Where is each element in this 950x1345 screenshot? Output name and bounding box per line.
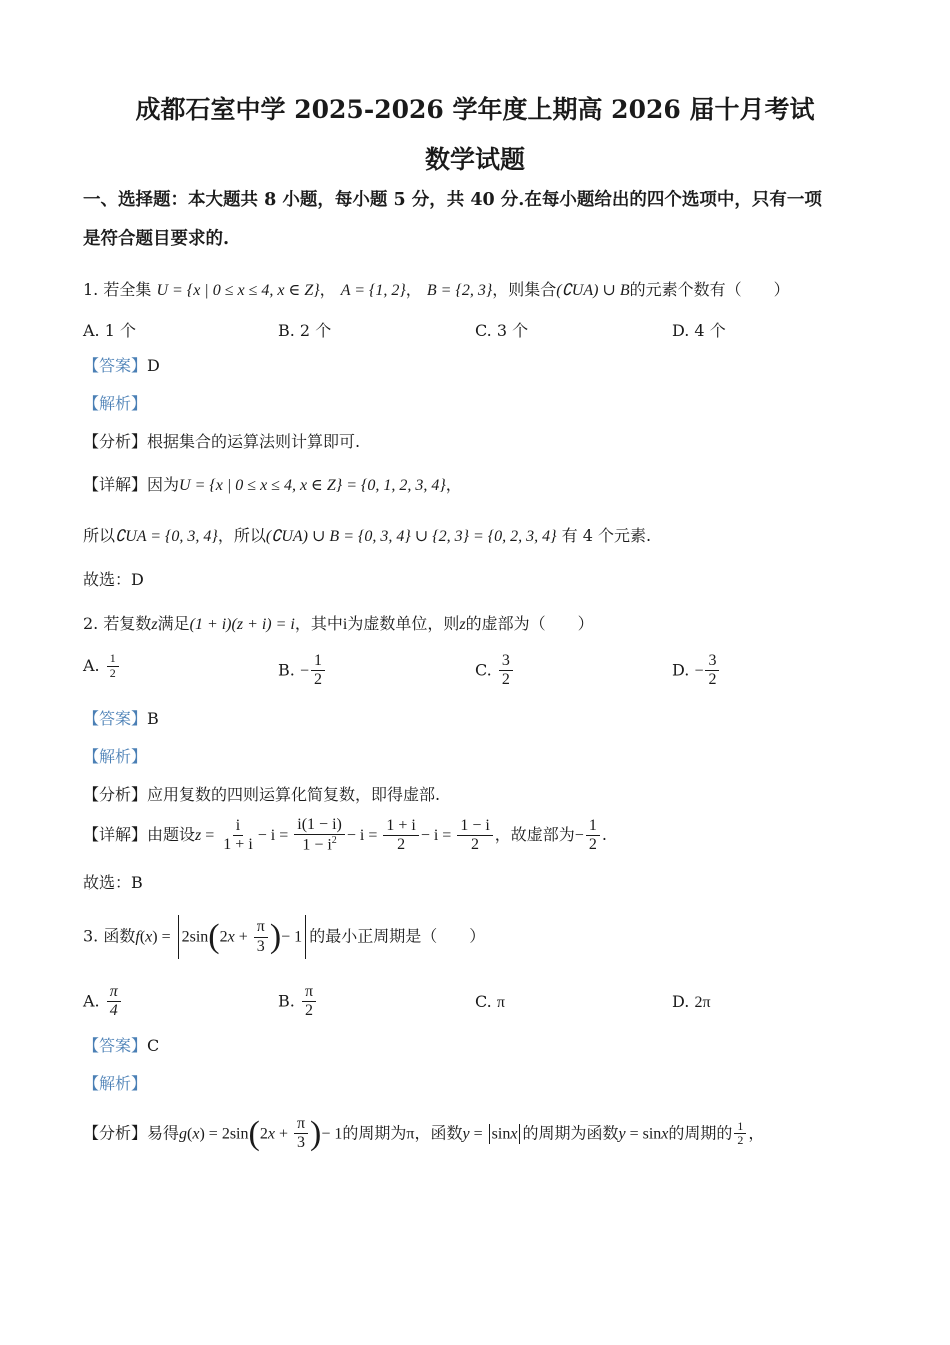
frac-den: 2	[501, 671, 510, 689]
q1-choice: D	[131, 570, 144, 589]
q3-pi: π	[406, 1125, 415, 1143]
q2-option-b-label: B.	[278, 660, 295, 680]
q2-option-a-frac	[107, 652, 119, 681]
section-heading-line1: 一、选择题：本大题共 8 小题，每小题 5 分，共 40 分.在每小题给出的四个选项中，只有一项	[83, 190, 822, 210]
q3-analysis-label: 【解析】	[83, 1074, 148, 1093]
q2-option-c-label: C.	[475, 660, 492, 680]
frac-den: 2	[313, 671, 322, 689]
q3-option-b-label: B.	[278, 991, 295, 1011]
q1-fenxi-row	[83, 432, 360, 451]
answer-label: 【答案】	[83, 1036, 148, 1055]
frac-num: π	[302, 983, 316, 1002]
choose-label: 故选：	[83, 570, 132, 589]
q2-answer-row	[83, 709, 159, 728]
abs-bar	[305, 915, 306, 959]
q2-equation: (1 + i)(z + i) = i	[189, 616, 295, 633]
q1-detail-suffix: ，	[445, 475, 462, 494]
q2-frac-1: $\frac{i}{1 + i}$	[223, 816, 253, 854]
q1-option-d[interactable]: D. 4 个	[672, 321, 726, 340]
q2-fenxi-row	[83, 785, 440, 804]
frac-num: 1	[107, 652, 119, 667]
q3-fenxi-prefix: 易得	[147, 1123, 180, 1143]
frac-den: 4	[109, 1002, 118, 1020]
q3-option-d-value: 2π	[694, 994, 711, 1011]
q2-mid3: 为虚数单位，则	[347, 614, 460, 633]
q2-detail-prefix: 由题设	[147, 825, 196, 845]
frac-num: 1	[311, 652, 325, 671]
q2-option-a-label: A.	[83, 655, 100, 675]
fenxi-label: 【分析】	[83, 432, 148, 451]
detail-label: 【详解】	[83, 475, 148, 494]
q3-option-b[interactable]	[278, 983, 318, 1021]
fenxi-label: 【分析】	[83, 1123, 148, 1143]
q2-detail-row: 【详解】由题设z = $\frac{i}{1 + i}$ − i = $\frac{i(1 - i)}{1 - i^2}$ − i = $\frac{1 + i}{2}$ − i = $\frac{1 - i}{2}$ ，故虚部为− $\frac{1}{2}$ .	[83, 816, 607, 854]
q1-set-a: A = {1, 2}	[340, 282, 406, 299]
q3-func: f	[135, 928, 140, 946]
q1-choice-row	[83, 570, 144, 589]
q2-prefix: 2. 若复数	[83, 614, 152, 633]
q1-expr: (∁UA) ∪ B	[556, 282, 630, 299]
q1-stem: 1. 若全集 U = {x | 0 ≤ x ≤ 4, x ∈ Z}， A = {1, 2}， B = {2, 3}，则集合(∁UA) ∪ B的元素个数有（ ）	[83, 280, 790, 299]
q2-i: i	[342, 616, 348, 633]
frac-num: 3	[705, 652, 719, 671]
q2-frac-4: $\frac{1 - i}{2}$	[457, 817, 492, 855]
answer-label: 【答案】	[83, 709, 148, 728]
q2-detail-end: .	[601, 825, 607, 845]
detail-label: 【详解】	[83, 825, 148, 845]
q3-half-frac: $\frac{1}{2}$	[734, 1120, 746, 1149]
q3-fenxi-mid2: ，函数	[414, 1123, 463, 1143]
q3-suffix: 的最小正周期是（ ）	[309, 926, 486, 946]
fenxi-label: 【分析】	[83, 785, 148, 804]
q2-option-d[interactable]	[672, 652, 721, 690]
q3-fenxi-mid: 的周期为	[342, 1123, 407, 1143]
q1-so-suffix: 有 4 个元素.	[561, 526, 652, 545]
q1-set-u: U = {x | 0 ≤ x ≤ 4, x ∈ Z}	[156, 282, 320, 299]
q1-detail-math: U = {x | 0 ≤ x ≤ 4, x ∈ Z} = {0, 1, 2, 3, 4}	[179, 477, 446, 494]
q2-option-b[interactable]	[278, 652, 327, 690]
q3-option-a-frac	[107, 983, 121, 1021]
q1-answer: D	[147, 356, 160, 375]
q2-option-c[interactable]	[475, 652, 515, 690]
q1-fenxi-text: 根据集合的运算法则计算即可.	[147, 432, 361, 451]
q2-option-a[interactable]	[83, 652, 121, 681]
q1-analysis-label: 【解析】	[83, 394, 148, 413]
q3-option-d[interactable]	[672, 992, 711, 1012]
q2-option-b-sign: −	[299, 662, 309, 680]
q2-option-b-frac	[311, 652, 325, 690]
q1-option-b[interactable]: B. 2 个	[278, 321, 332, 340]
q3-frac-pi3: $\frac{\pi}{3}$	[254, 918, 268, 956]
q2-mid4: 的虚部为（ ）	[465, 614, 594, 633]
q2-frac-5: $\frac{1}{2}$	[586, 817, 600, 855]
q1-mid: ，则集合	[492, 280, 557, 299]
answer-label: 【答案】	[83, 356, 148, 375]
q3-option-c[interactable]	[475, 992, 505, 1012]
q2-option-d-frac	[705, 652, 719, 690]
abs-bar	[178, 915, 179, 959]
q3-option-c-value: π	[496, 994, 505, 1011]
q1-prefix: 1. 若全集	[83, 280, 152, 299]
frac-num: π	[107, 983, 121, 1002]
q1-so2-math: (∁UA) ∪ B = {0, 3, 4} ∪ {2, 3} = {0, 2, 3, 4}	[265, 528, 557, 545]
q1-suffix: 的元素个数有（ ）	[629, 280, 790, 299]
q2-z: z	[151, 616, 158, 633]
q1-so1: 所以	[83, 526, 116, 545]
frac-den: 2	[304, 1002, 313, 1020]
frac-den: 2	[109, 665, 116, 680]
q1-so2: ，所以	[217, 526, 266, 545]
q2-stem	[83, 614, 594, 634]
q1-so-row	[83, 526, 651, 546]
q3-fenxi-mid3: 的周期为函数	[522, 1123, 619, 1143]
q3-fenxi-frac: $\frac{\pi}{3}$	[294, 1115, 308, 1153]
q3-option-b-frac	[302, 983, 316, 1021]
q1-option-a[interactable]: A. 1 个	[83, 321, 136, 340]
q2-option-c-frac	[499, 652, 513, 690]
q2-frac-3: $\frac{1 + i}{2}$	[383, 817, 418, 855]
q3-option-d-label: D.	[672, 992, 690, 1011]
q3-fenxi-row: 【分析】易得g(x) = 2sin(2x + $\frac{\pi}{3}$ )− 1的周期为π，函数y = sinx 的周期为函数y = sinx的周期的 $\frac{1}{2}$ ，	[83, 1114, 765, 1152]
q2-mid2: ，其中	[294, 614, 343, 633]
frac-den: 2	[708, 671, 717, 689]
abs-bar	[489, 1124, 490, 1144]
choose-label: 故选：	[83, 873, 132, 892]
q3-answer: C	[147, 1036, 160, 1055]
q3-option-a[interactable]	[83, 983, 123, 1021]
q2-option-d-label: D.	[672, 660, 690, 680]
q3-option-c-label: C.	[475, 992, 492, 1011]
q2-z-2: z	[459, 616, 466, 633]
q2-analysis-label: 【解析】	[83, 747, 148, 766]
q1-answer-row	[83, 356, 160, 375]
q2-choice: B	[131, 873, 143, 892]
q2-mid1: 满足	[157, 614, 190, 633]
q2-frac-2: $\frac{i(1 - i)}{1 - i^2}$	[294, 816, 345, 855]
q2-fenxi-text: 应用复数的四则运算化简复数，即得虚部.	[147, 785, 441, 804]
q1-detail-row	[83, 475, 462, 495]
q1-detail-prefix: 因为	[147, 475, 180, 494]
q3-answer-row	[83, 1036, 159, 1055]
exam-title: 成都石室中学 2025-2026 学年度上期高 2026 届十月考试	[135, 95, 815, 124]
section-heading-line2: 是符合题目要求的.	[83, 229, 230, 249]
q3-option-a-label: A.	[83, 991, 100, 1011]
q3-prefix: 3. 函数	[83, 926, 136, 946]
frac-num: 3	[499, 652, 513, 671]
q2-option-d-sign: −	[694, 662, 704, 680]
q3-stem: 3. 函数f(x) = 2sin(2x + $\frac{\pi}{3}$ )− 1 的最小正周期是（ ）	[83, 915, 485, 959]
q2-z-var: z	[195, 827, 202, 845]
q2-detail-suffix: ，故虚部为	[494, 825, 575, 845]
q3-fenxi-mid4: 的周期的	[668, 1123, 733, 1143]
q1-option-c[interactable]: C. 3 个	[475, 321, 529, 340]
q2-answer: B	[147, 709, 159, 728]
q1-so1-math: ∁UA = {0, 3, 4}	[115, 528, 218, 545]
q1-set-b: B = {2, 3}	[426, 282, 493, 299]
q2-choice-row	[83, 873, 143, 892]
abs-bar	[519, 1124, 520, 1144]
exam-subtitle: 数学试题	[424, 145, 525, 174]
q3-fenxi-end: ，	[748, 1123, 765, 1143]
